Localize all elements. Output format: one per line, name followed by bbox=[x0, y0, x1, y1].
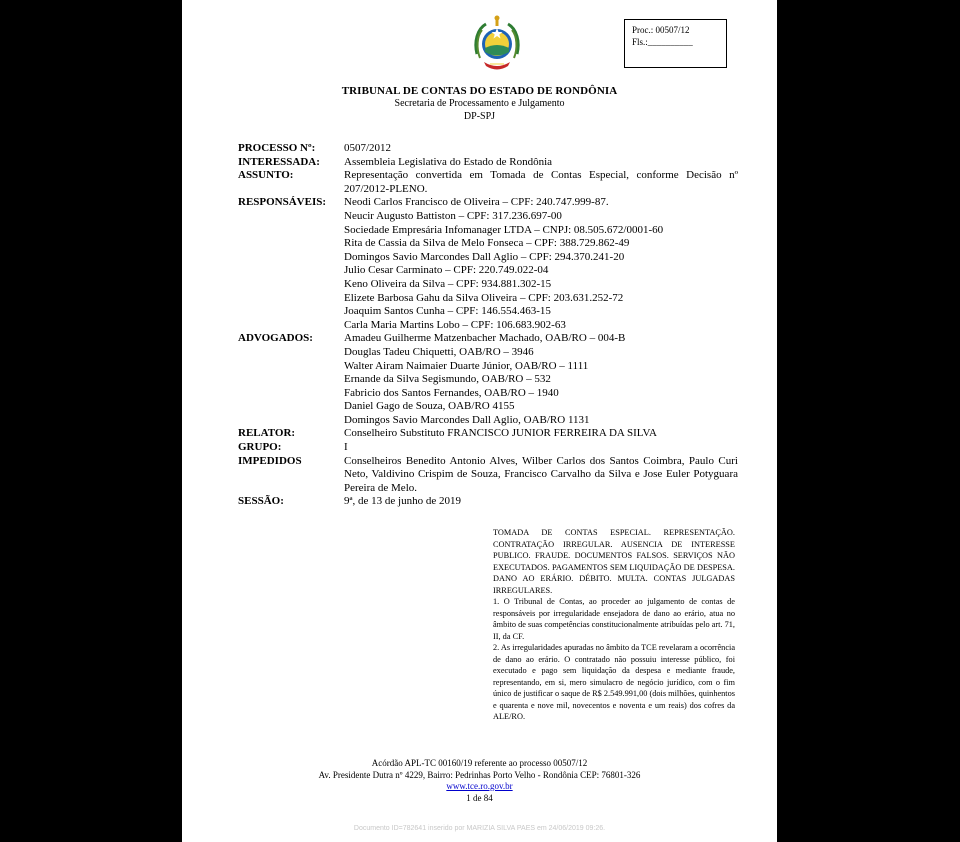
impedidos-row bbox=[238, 455, 738, 496]
processo-label: PROCESSO Nº: bbox=[238, 142, 316, 154]
ementa-item-2: 2. As irregularidades apuradas no âmbito da TCE revelaram a ocorrência de dano ao erário. O contratado não possuiu interesse público, foi executado e pago sem liquidação da despesa e mediante fraude, representando, em si, mero simulacro de negócio jurídico, com o fim único de justificar o saque de R$ 2.549.991,00 (dois milhões, quinhentos e quarenta e nove mil, novecentos e noventa e um reais) dos cofres da ALE/RO. bbox=[493, 643, 735, 721]
page-number: 1 de 84 bbox=[466, 793, 493, 803]
grupo-row bbox=[238, 441, 738, 455]
responsavel-item: Domingos Savio Marcondes Dall Aglio – CPF: 294.370.241-20 bbox=[344, 250, 625, 263]
impedidos-label: IMPEDIDOS bbox=[238, 454, 302, 467]
advogados-row bbox=[238, 332, 738, 427]
proc-number: Proc.: 00507/12 bbox=[632, 25, 690, 35]
responsavel-item: Carla Maria Martins Lobo – CPF: 106.683.902-63 bbox=[344, 318, 566, 331]
relator-row bbox=[238, 427, 738, 441]
impedidos-value: Conselheiros Benedito Antonio Alves, Wilber Carlos dos Santos Coimbra, Paulo Curi Neto, Valdivino Crispim de Souza, Francisco Carvalho da Silva e Jose Euler Potyguara Pereira de Melo. bbox=[344, 454, 738, 494]
sessao-value: 9ª, de 13 de junho de 2019 bbox=[344, 495, 461, 508]
document-page bbox=[182, 0, 777, 842]
processo-row bbox=[238, 142, 738, 156]
sessao-row bbox=[238, 495, 738, 509]
interessada-row bbox=[238, 156, 738, 170]
advogado-item: Douglas Tadeu Chiquetti, OAB/RO – 3946 bbox=[344, 345, 534, 358]
advogado-item: Domingos Savio Marcondes Dall Aglio, OAB/RO 1131 bbox=[344, 413, 590, 426]
responsavel-item: Rita de Cassia da Silva de Melo Fonseca – CPF: 388.729.862-49 bbox=[344, 237, 630, 250]
footer-acordao: Acórdão APL-TC 00160/19 referente ao processo 00507/12 bbox=[371, 758, 588, 768]
assunto-row bbox=[238, 169, 738, 196]
responsavel-item: Sociedade Empresária Infomanager LTDA – CNPJ: 08.505.672/0001-60 bbox=[344, 223, 664, 236]
advogados-list bbox=[344, 332, 738, 427]
responsavel-item: Neodi Carlos Francisco de Oliveira – CPF: 240.747.999-87. bbox=[344, 196, 609, 209]
advogado-item: Fabricio dos Santos Fernandes, OAB/RO – 1940 bbox=[344, 386, 559, 399]
responsavel-item: Elizete Barbosa Gahu da Silva Oliveira – CPF: 203.631.252-72 bbox=[344, 291, 624, 304]
advogado-item: Amadeu Guilherme Matzenbacher Machado, OAB/RO – 004-B bbox=[344, 332, 626, 345]
interessada-label: INTERESSADA: bbox=[238, 155, 320, 168]
process-stamp-box bbox=[624, 19, 727, 68]
ementa-item-1: 1. O Tribunal de Contas, ao proceder ao julgamento de contas de responsáveis por irregularidade ensejadora de dano ao erário, atua no âmbito de suas competências constitucionalmente atribuídas pelo art. 71, II, da CF. bbox=[493, 597, 735, 641]
responsaveis-row bbox=[238, 196, 738, 332]
court-title: TRIBUNAL DE CONTAS DO ESTADO DE RONDÔNIA bbox=[341, 85, 618, 97]
court-department: DP-SPJ bbox=[463, 111, 496, 122]
responsavel-item: Keno Oliveira da Silva – CPF: 934.881.302-15 bbox=[344, 277, 552, 290]
grupo-value: I bbox=[344, 441, 348, 454]
coat-of-arms-icon bbox=[472, 14, 522, 76]
relator-label: RELATOR: bbox=[238, 427, 296, 440]
ementa-summary: TOMADA DE CONTAS ESPECIAL. REPRESENTAÇÃO. CONTRATAÇÃO IRREGULAR. AUSENCIA DE INTERESSE PUBLICO. FRAUDE. DOCUMENTOS FALSOS. SERVIÇOS NÃO EXECUTADOS. PAGAMENTOS SEM LIQUIDAÇÃO DE DESPESA. DANO AO ERÁRIO. DÉBITO. MULTA. CONTAS JULGADAS IRREGULARES. bbox=[493, 528, 735, 595]
processo-value: 0507/2012 bbox=[344, 142, 392, 154]
footer-address: Av. Presidente Dutra nº 4229, Bairro: Pedrinhas Porto Velho - Rondônia CEP: 76801-326 bbox=[318, 770, 641, 780]
assunto-value: Representação convertida em Tomada de Contas Especial, conforme Decisão nº 207/2012-PLENO. bbox=[344, 169, 738, 195]
fls-field: Fls.:__________ bbox=[632, 37, 693, 47]
advogado-item: Walter Airam Naimaier Duarte Júnior, OAB/RO – 1111 bbox=[344, 359, 589, 372]
document-watermark: Documento ID=782641 inserido por MARIZIA SILVA PAES em 24/06/2019 09:26. bbox=[353, 825, 606, 832]
responsaveis-label: RESPONSÁVEIS: bbox=[238, 196, 327, 209]
responsavel-item: Joaquim Santos Cunha – CPF: 146.554.463-15 bbox=[344, 305, 551, 318]
interessada-value: Assembleia Legislativa do Estado de Rondônia bbox=[344, 155, 553, 168]
responsavel-item: Neucir Augusto Battiston – CPF: 317.236.697-00 bbox=[344, 209, 562, 222]
footer-website-link[interactable]: www.tce.ro.gov.br bbox=[446, 781, 513, 791]
assunto-label: ASSUNTO: bbox=[238, 169, 294, 182]
ementa-block bbox=[493, 527, 735, 723]
case-info bbox=[238, 142, 738, 509]
advogados-label: ADVOGADOS: bbox=[238, 332, 313, 345]
relator-value: Conselheiro Substituto FRANCISCO JUNIOR FERREIRA DA SILVA bbox=[344, 427, 657, 440]
responsavel-item: Julio Cesar Carminato – CPF: 220.749.022-04 bbox=[344, 264, 549, 277]
responsaveis-list bbox=[344, 196, 738, 332]
advogado-item: Ernande da Silva Segismundo, OAB/RO – 532 bbox=[344, 373, 551, 386]
advogado-item: Daniel Gago de Souza, OAB/RO 4155 bbox=[344, 400, 515, 413]
sessao-label: SESSÃO: bbox=[238, 495, 284, 508]
court-subtitle: Secretaria de Processamento e Julgamento bbox=[394, 98, 565, 109]
grupo-label: GRUPO: bbox=[238, 441, 282, 454]
